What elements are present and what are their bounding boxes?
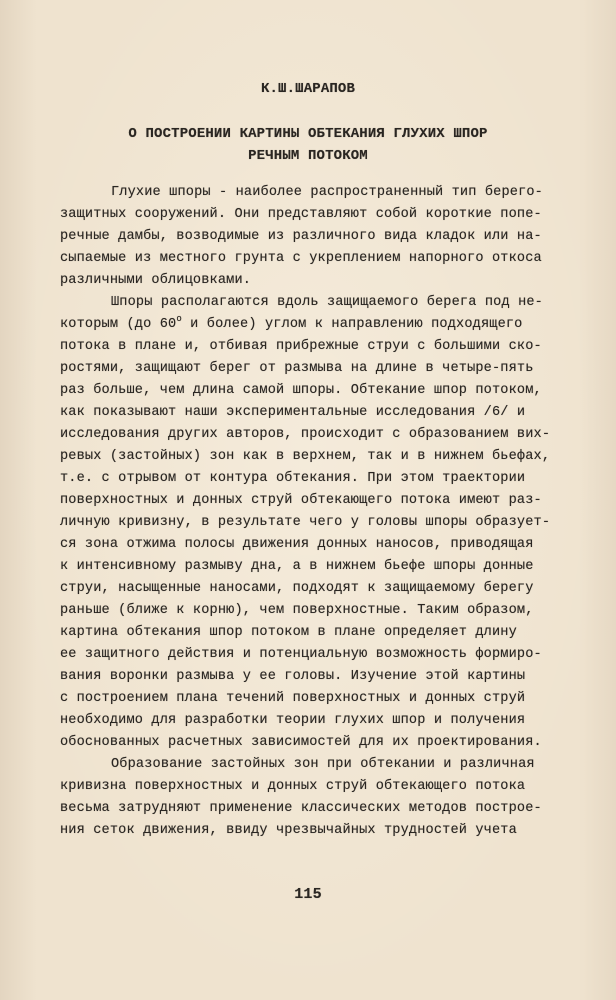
paragraph-2-line: Шпоры располагаются вдоль защищаемого берега под не- (111, 295, 543, 310)
paragraph-2-line: ревых (застойных) зон как в верхнем, так и в нижнем бьефах, (60, 449, 551, 464)
paragraph-2-line: с построением плана течений поверхностных и донных струй (60, 691, 526, 706)
paragraph-2-line: к интенсивному размыву дна, а в нижнем бьефе шпоры донные (60, 559, 534, 574)
paragraph-2-line: раньше (ближе к корню), чем поверхностные. Таким образом, (60, 603, 534, 618)
paragraph-2-line: обоснованных расчетных зависимостей для их проектирования. (60, 735, 542, 750)
article-title-line-2: РЕЧНЫМ ПОТОКОМ (248, 148, 368, 164)
paragraph-1-line: сыпаемые из местного грунта с укреплением напорного откоса (60, 251, 542, 266)
paragraph-1-line: речные дамбы, возводимые из различного вида кладок или на- (60, 229, 542, 244)
paragraph-2-line: исследования других авторов, происходит с образованием вих- (60, 427, 551, 442)
article-title-line-1: О ПОСТРОЕНИИ КАРТИНЫ ОБТЕКАНИЯ ГЛУХИХ ШПОР (128, 126, 488, 142)
paragraph-2-line: вания воронки размыва у ее головы. Изучение этой картины (60, 669, 526, 684)
text-segment: которым (до 60 (60, 317, 177, 332)
paragraph-2-line: ростями, защищают берег от размыва на длине в четыре-пять (60, 361, 534, 376)
paragraph-2-line: ся зона отжима полосы движения донных наносов, приводящая (60, 537, 534, 552)
paragraph-2-line: ее защитного действия и потенциальную возможность формиро- (60, 647, 542, 662)
paragraph-1-line: различными облицовками. (60, 273, 252, 288)
text-segment: и более) углом к направлению подходящего (181, 317, 523, 332)
degree-superscript: о (176, 314, 182, 324)
paragraph-2-line: картина обтекания шпор потоком в плане определяет длину (60, 625, 517, 640)
paragraph-2-line: раз больше, чем длина самой шпоры. Обтекание шпор потоком, (60, 383, 542, 398)
paragraph-2-line (60, 316, 523, 334)
page-number: 115 (294, 886, 322, 903)
author-name: К.Ш.ШАРАПОВ (260, 81, 356, 97)
paragraph-2-line: потока в плане и, отбивая прибрежные струи с большими ско- (60, 339, 542, 354)
paragraph-3-line: Образование застойных зон при обтекании и различная (111, 757, 535, 772)
paragraph-2-line: как показывают наши экспериментальные исследования /6/ и (60, 405, 526, 420)
paragraph-2-line: струи, насыщенные наносами, подходят к защищаемому берегу (60, 581, 534, 596)
paragraph-3-line: кривизна поверхностных и донных струй обтекающего потока (60, 779, 526, 794)
paragraph-2-line: личную кривизну, в результате чего у головы шпоры образует- (60, 515, 551, 530)
paragraph-2-line: т.е. с отрывом от контура обтекания. При этом траектории (60, 471, 526, 486)
paragraph-3-line: ния сеток движения, ввиду чрезвычайных трудностей учета (60, 823, 517, 838)
paragraph-1-line: Глухие шпоры - наиболее распространенный тип берего- (111, 185, 543, 200)
paragraph-2-line: поверхностных и донных струй обтекающего потока имеют раз- (60, 493, 542, 508)
paragraph-3-line: весьма затрудняют применение классических методов построе- (60, 801, 542, 816)
paragraph-2-line: необходимо для разработки теории глухих шпор и получения (60, 713, 526, 728)
paragraph-1-line: защитных сооружений. Они представляют собой короткие попе- (60, 207, 542, 222)
